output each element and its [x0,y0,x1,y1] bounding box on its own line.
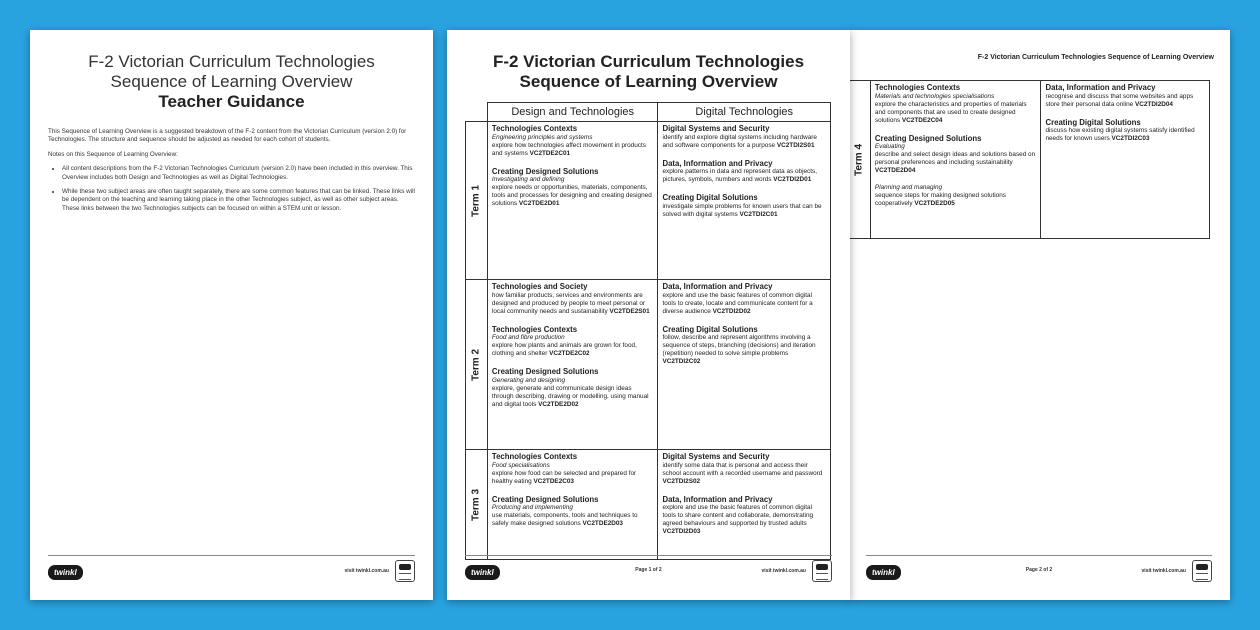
block-description: explore how plants and animals are grown for food, clothing and shelter [491,342,637,357]
block-text [492,385,654,409]
curriculum-code: VC2TDE2D03 [582,520,623,527]
page-term-4 [848,30,1230,600]
term4-table [848,80,1210,239]
block-subheading: Food specialisations [491,461,550,469]
block-text [1045,93,1205,109]
page3-header: F-2 Victorian Curriculum Technologies Sequence of Learning Overview [977,54,1214,61]
block-text [662,292,826,316]
design-technologies-cell [487,122,658,280]
term-label-cell [849,81,871,239]
content-block [662,159,826,185]
term-label: Term 2 [470,348,482,381]
block-subheading: Evaluating [874,143,905,150]
block-description: follow, describe and represent algorithms involving a sequence of steps, branching (decisions) and iteration (repetition) needed to solve simple problems [662,334,816,357]
twinkl-logo: twinkl [465,565,500,580]
quality-badge-icon [1192,560,1212,582]
block-text [492,184,654,208]
block-heading: Technologies Contexts [874,83,961,92]
block-description: explore how food can be selected and prepared for healthy eating [491,469,637,485]
block-description: explore how technologies affect movement in products and systems [491,141,646,157]
term-row [849,81,1210,239]
term-label-cell [466,280,488,450]
curriculum-code: VC2TDI2S01 [776,141,815,149]
block-heading: Creating Digital Solutions [1045,117,1141,127]
content-block [492,124,654,158]
block-subheading: Engineering principles and systems [491,133,593,141]
curriculum-code: VC2TDE2C01 [529,149,571,157]
content-block [662,193,826,219]
block-description: recognise and discuss that some websites and apps store their personal data online [1045,92,1194,108]
curriculum-code: VC2TDE2S01 [609,307,650,315]
content-block [875,184,1037,208]
footer-divider [48,555,415,556]
block-text [662,504,826,536]
curriculum-code: VC2TDI2D03 [662,528,701,535]
curriculum-code: VC2TDE2C02 [549,350,590,357]
term-row [466,450,831,560]
footer-site-link[interactable]: visit twinkl.com.au [344,568,389,574]
term-label: Term 1 [470,184,482,217]
block-heading: Creating Digital Solutions [662,324,758,334]
curriculum-code: VC2TDI2S02 [662,477,701,485]
block-description: explore, generate and communicate design ideas through describing, drawing or modelling, using manual and digital tools [491,384,649,408]
block-heading: Digital Systems and Security [662,124,770,133]
column-header-design: Design and Technologies [487,103,658,122]
block-subheading: Producing and implementing [491,504,573,511]
block-heading: Creating Designed Solutions [491,367,599,376]
content-block [492,325,654,359]
term-label-cell [466,122,488,280]
curriculum-code: VC2TDI2C01 [739,210,778,218]
column-header-digital: Digital Technologies [658,103,831,122]
table-header-row [466,103,831,122]
block-heading: Data, Information and Privacy [662,158,773,168]
block-text [492,470,654,486]
content-block [492,167,654,209]
page-number: Page 2 of 2 [1025,567,1053,573]
block-text [875,151,1037,175]
content-block [662,282,826,316]
page-number: Page 1 of 2 [635,567,662,573]
block-text [662,134,826,150]
twinkl-logo: twinkl [866,565,901,580]
term-label: Term 3 [470,488,482,521]
note-item: • While these two subject areas are often taught separately, there are some common features that can be linked. These links will be dependent on the teaching and learning taking place in the other Technologies subject, as well as other subject areas. These links between the two Technologies subjects can be focused on within a STEM unit or lesson. [62,188,415,213]
digital-technologies-cell [658,122,831,280]
block-heading: Data, Information and Privacy [1045,83,1156,92]
block-heading: Creating Digital Solutions [662,193,758,202]
block-heading: Digital Systems and Security [662,452,770,461]
footer-site-link[interactable]: visit twinkl.com.au [1141,568,1186,574]
curriculum-code: VC2TDI2D04 [1134,100,1173,108]
curriculum-code: VC2TDE2D01 [518,200,560,207]
content-block [1045,83,1205,109]
design-technologies-cell [487,280,658,450]
digital-technologies-cell [658,450,831,560]
design-technologies-cell [870,81,1041,239]
content-block [875,83,1037,125]
block-heading: Technologies and Society [491,282,588,291]
curriculum-code: VC2TDI2D01 [773,176,812,183]
block-text [662,168,826,184]
block-subheading: Investigating and defining [491,176,565,183]
curriculum-code: VC2TDE2D02 [538,400,579,408]
content-block [875,134,1037,176]
term-row [466,122,831,280]
block-text [492,292,654,316]
content-block [662,325,826,367]
block-description: explore needs or opportunities, materials, components, tools and processes for designing and creating designed solutions [491,184,652,207]
block-subheading: Planning and managing [874,184,943,191]
block-subheading: Materials and technologies specialisations [874,92,995,100]
block-text [492,512,654,528]
block-heading: Creating Designed Solutions [491,494,599,504]
notes-list [48,165,415,213]
block-heading: Creating Designed Solutions [491,166,599,176]
block-subheading: Food and fibre production [491,334,565,341]
note-item: • All content descriptions from the F-2 Victorian Technologies Curriculum (version 2.0) have been included in this overview. This Overview includes both Design and Technologies as well as Digital Technologies. [62,165,415,182]
block-description: use materials, components, tools and techniques to safely make designed solutions [491,512,638,527]
term-label-cell [466,450,488,560]
block-description: identify and explore digital systems including hardware and software components for a purpose [662,133,817,149]
quality-badge-icon [395,560,415,582]
content-block [492,452,654,486]
page-teacher-guidance [30,30,433,600]
curriculum-code: VC2TDI2C02 [662,358,701,365]
footer-site-link[interactable]: visit twinkl.com.au [761,568,806,574]
curriculum-code: VC2TDI2C03 [1111,135,1150,142]
block-description: investigate simple problems for known users that can be solved with digital systems [662,202,822,218]
overview-table [465,102,831,560]
twinkl-logo: twinkl [48,565,83,580]
design-technologies-cell [487,450,658,560]
block-description: explore and use the basic features of common digital tools to share content and collaborate, demonstrating agreed behaviours and supported by trusted adults [662,504,814,527]
block-text [1045,127,1205,143]
block-description: discuss how existing digital systems satisfy identified needs for known users [1045,127,1195,142]
content-block [492,282,654,316]
block-description: explore patterns in data and represent data as objects, pictures, symbols, numbers and words [662,168,817,183]
block-description: describe and select design ideas and solutions based on personal preferences and including sustainability [874,151,1036,166]
block-text [662,462,826,486]
footer-divider [866,555,1212,556]
content-block [492,367,654,409]
block-heading: Creating Designed Solutions [874,133,982,143]
page1-title: F-2 Victorian Curriculum Technologies Sequence of Learning Overview Teacher Guidance [88,52,375,111]
curriculum-code: VC2TDE2D05 [914,200,955,207]
block-heading: Data, Information and Privacy [662,494,773,504]
content-block [662,124,826,150]
digital-technologies-cell [658,280,831,450]
block-text [492,342,654,358]
block-heading: Technologies Contexts [491,124,578,133]
block-text [492,142,654,158]
page-sequence-overview [447,30,850,600]
content-block [492,495,654,529]
digital-technologies-cell [1041,81,1210,239]
content-block [662,495,826,537]
block-subheading: Generating and designing [491,376,566,384]
block-text [875,101,1037,125]
block-text [662,203,826,219]
page1-body [48,128,415,213]
block-heading: Data, Information and Privacy [662,282,773,291]
curriculum-code: VC2TDE2C04 [901,116,943,124]
footer-divider [465,555,832,556]
block-heading: Technologies Contexts [491,324,578,334]
term-row [466,280,831,450]
content-block [662,452,826,486]
block-description: explore the characteristics and properties of materials and components that are used to create designed solutions [874,100,1027,124]
curriculum-code: VC2TDE2C03 [533,477,574,485]
term-label: Term 4 [853,143,865,176]
block-description: identify some data that is personal and access their school account with a recorded username and password [662,461,823,477]
block-text [875,192,1037,208]
quality-badge-icon [812,560,832,582]
curriculum-code: VC2TDE2D04 [874,167,916,174]
curriculum-code: VC2TDI2D02 [712,307,751,315]
block-description: explore and use the basic features of common digital tools to create, locate and communicate content for a diverse audience [662,291,813,315]
notes-heading: Notes on this Sequence of Learning Overview: [48,150,178,158]
block-heading: Technologies Contexts [491,452,578,461]
page2-title: F-2 Victorian Curriculum Technologies Sequence of Learning Overview [492,52,805,91]
intro-paragraph: This Sequence of Learning Overview is a suggested breakdown of the F-2 content from the Victorian Curriculum (version 2.0) for Technologies. The structure and sequence should be adjusted as needed for each cohort of students. [48,128,407,144]
block-text [662,334,826,366]
block-description: sequence steps for making designed solutions cooperatively [874,192,1006,207]
block-description: how familiar products, services and environments are designed and produced by people to meet personal or local community needs and sustainability [491,291,646,315]
corner-cell [466,103,488,122]
content-block [1045,118,1205,144]
